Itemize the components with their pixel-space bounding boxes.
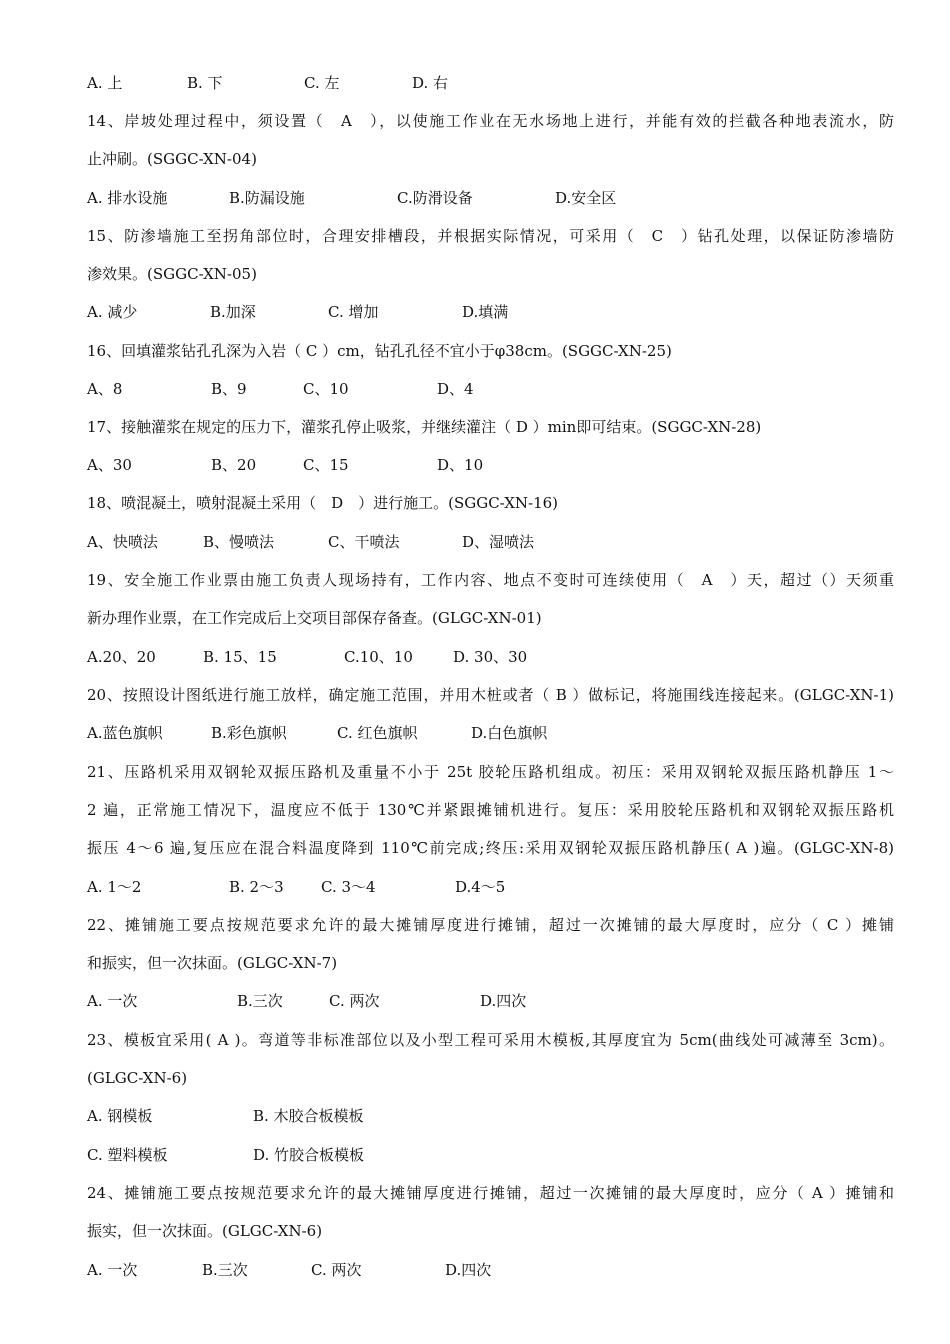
option: A. 一次 bbox=[87, 992, 138, 1010]
option: D.安全区 bbox=[555, 189, 617, 207]
option: B. 2～3 bbox=[229, 878, 284, 896]
options-line bbox=[87, 875, 894, 899]
option: A、8 bbox=[87, 380, 123, 398]
option: A.蓝色旗帜 bbox=[87, 724, 163, 742]
option: D. 竹胶合板模板 bbox=[253, 1146, 365, 1164]
options-line bbox=[87, 1104, 894, 1128]
question-text: 23、模板宜采用( A )。弯道等非标准部位以及小型工程可采用木模板,其厚度宜为 5cm(曲线处可减薄至 3cm)。 bbox=[87, 1031, 894, 1049]
options-line bbox=[87, 530, 894, 554]
option: B.加深 bbox=[210, 303, 256, 321]
option: C. 塑料模板 bbox=[87, 1146, 168, 1164]
option: D、4 bbox=[437, 380, 474, 398]
question-text: 和振实，但一次抹面。(GLGC-XN-7) bbox=[87, 954, 338, 972]
option: C. 左 bbox=[304, 74, 340, 92]
question-text: 新办理作业票，在工作完成后上交项目部保存备查。(GLGC-XN-01) bbox=[87, 609, 542, 627]
question-text: 渗效果。(SGGC-XN-05) bbox=[87, 265, 257, 283]
question-text: (GLGC-XN-6) bbox=[87, 1069, 188, 1087]
option: B、20 bbox=[211, 456, 257, 474]
option: D.4～5 bbox=[455, 878, 506, 896]
question-text: 14、岸坡处理过程中，须设置（ A ），以使施工作业在无水场地上进行，并能有效的拦截各种地表流水，防 bbox=[87, 112, 894, 130]
options-line bbox=[87, 71, 894, 95]
question-text: 16、回填灌浆钻孔孔深为入岩（ C ）cm，钻孔孔径不宜小于φ38cm。(SGGC-XN-25) bbox=[87, 342, 672, 360]
option: B.彩色旗帜 bbox=[211, 724, 287, 742]
option: B、9 bbox=[211, 380, 247, 398]
option: D. 30、30 bbox=[453, 648, 528, 666]
options-line bbox=[87, 453, 894, 477]
question-text: 19、安全施工作业票由施工负责人现场持有，工作内容、地点不变时可连续使用（ A ）天，超过（）天须重 bbox=[87, 571, 894, 589]
options-line bbox=[87, 300, 894, 324]
option: B. 下 bbox=[187, 74, 223, 92]
options-line bbox=[87, 1143, 894, 1167]
option: C.防滑设备 bbox=[397, 189, 473, 207]
option: C、干喷法 bbox=[328, 533, 400, 551]
question-text: 21、压路机采用双钢轮双振压路机及重量不小于 25t 胶轮压路机组成。初压：采用双钢轮双振压路机静压 1～ bbox=[87, 763, 894, 781]
question-text: 2 遍，正常施工情况下，温度应不低于 130℃并紧跟摊铺机进行。复压：采用胶轮压路机和双钢轮双振压路机 bbox=[87, 801, 894, 819]
options-line bbox=[87, 721, 894, 745]
option: D.四次 bbox=[480, 992, 527, 1010]
option: B. 15、15 bbox=[203, 648, 277, 666]
question-text: 振实，但一次抹面。(GLGC-XN-6) bbox=[87, 1222, 323, 1240]
options-line bbox=[87, 377, 894, 401]
option: A.20、20 bbox=[87, 648, 156, 666]
option: A. 上 bbox=[87, 74, 123, 92]
option: D、10 bbox=[437, 456, 484, 474]
option: D、湿喷法 bbox=[462, 533, 535, 551]
option: A. 1～2 bbox=[87, 878, 142, 896]
option: A. 减少 bbox=[87, 303, 138, 321]
question-text: 22、摊铺施工要点按规范要求允许的最大摊铺厚度进行摊铺，超过一次摊铺的最大厚度时，应分（ C ）摊铺 bbox=[87, 916, 894, 934]
option: A. 排水设施 bbox=[87, 189, 168, 207]
option: D. 右 bbox=[412, 74, 449, 92]
option: C. 3～4 bbox=[321, 878, 376, 896]
options-line bbox=[87, 645, 894, 669]
option: B.防漏设施 bbox=[229, 189, 305, 207]
question-text: 15、防渗墙施工至拐角部位时，合理安排槽段，并根据实际情况，可采用（ C ）钻孔处理，以保证防渗墙防 bbox=[87, 227, 894, 245]
question-text: 止冲刷。(SGGC-XN-04) bbox=[87, 150, 257, 168]
option: D.四次 bbox=[445, 1261, 492, 1279]
question-text: 20、按照设计图纸进行施工放样，确定施工范围，并用木桩或者（ B ）做标记，将施围线连接起来。(GLGC-XN-1) bbox=[87, 686, 894, 704]
option: C. 增加 bbox=[328, 303, 379, 321]
option: A、快喷法 bbox=[87, 533, 158, 551]
question-text: 24、摊铺施工要点按规范要求允许的最大摊铺厚度进行摊铺，超过一次摊铺的最大厚度时，应分（ A ）摊铺和 bbox=[87, 1184, 894, 1202]
option: B. 木胶合板模板 bbox=[253, 1107, 364, 1125]
options-line bbox=[87, 989, 894, 1013]
option: B.三次 bbox=[202, 1261, 248, 1279]
option: C. 红色旗帜 bbox=[337, 724, 418, 742]
option: A、30 bbox=[87, 456, 132, 474]
option: C、15 bbox=[303, 456, 349, 474]
options-line bbox=[87, 186, 894, 210]
option: C. 两次 bbox=[329, 992, 380, 1010]
question-text: 18、喷混凝土，喷射混凝土采用（ D ）进行施工。(SGGC-XN-16) bbox=[87, 494, 559, 512]
option: D.白色旗帜 bbox=[471, 724, 548, 742]
option: B、慢喷法 bbox=[203, 533, 275, 551]
option: C. 两次 bbox=[311, 1261, 362, 1279]
question-text: 17、接触灌浆在规定的压力下，灌浆孔停止吸浆，并继续灌注（ D ）min即可结束。(SGGC-XN-28) bbox=[87, 418, 762, 436]
option: C.10、10 bbox=[344, 648, 413, 666]
question-text: 振压 4～6 遍,复压应在混合料温度降到 110℃前完成;终压:采用双钢轮双振压路机静压( A )遍。(GLGC-XN-8) bbox=[87, 839, 894, 857]
options-line bbox=[87, 1258, 894, 1282]
option: A. 一次 bbox=[87, 1261, 138, 1279]
option: B.三次 bbox=[237, 992, 283, 1010]
option: A. 钢模板 bbox=[87, 1107, 153, 1125]
option: D.填满 bbox=[462, 303, 509, 321]
option: C、10 bbox=[303, 380, 349, 398]
